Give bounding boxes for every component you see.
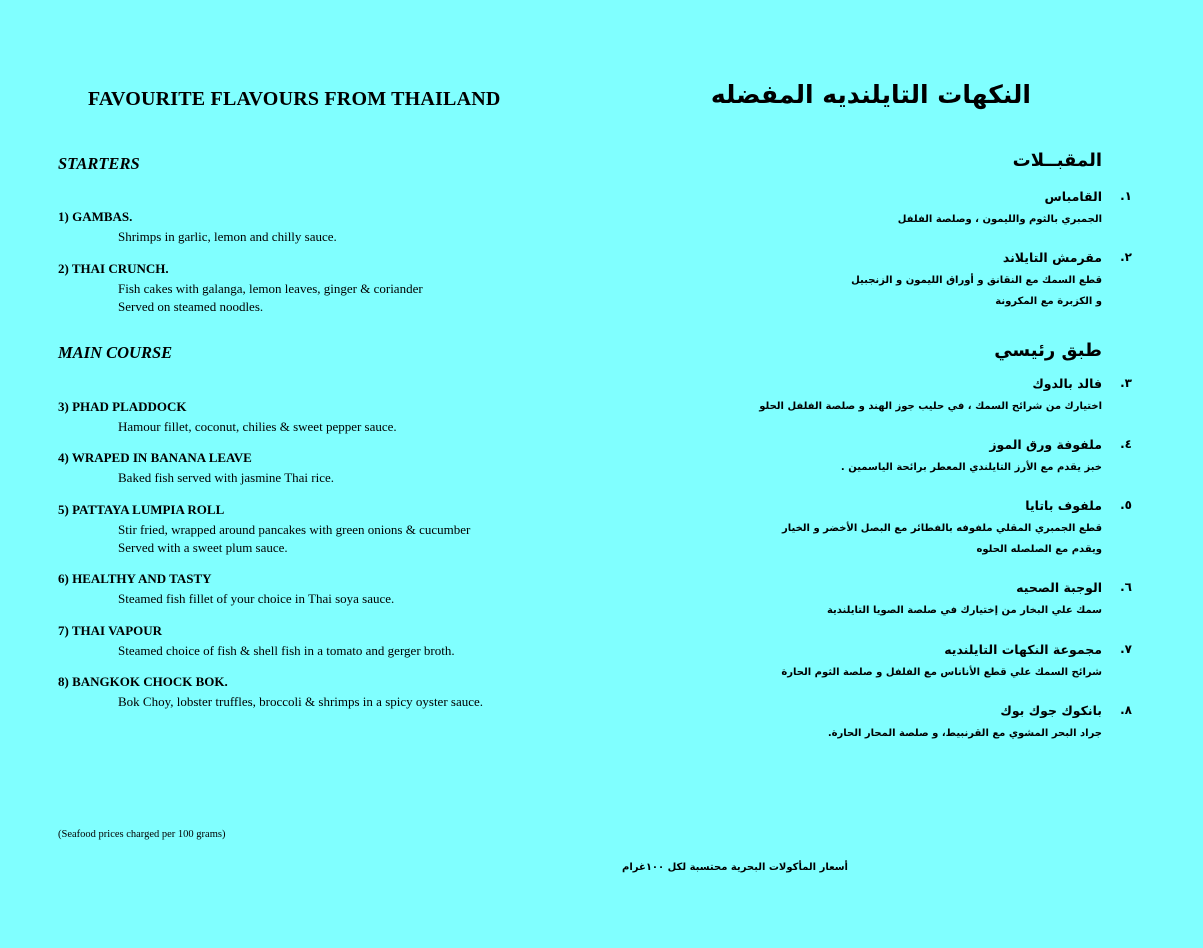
item-number: ١. xyxy=(1120,189,1132,203)
description-line: جراد البحر المشوي مع القرنبيط، و صلصة المحار الحارة. xyxy=(827,728,1102,739)
starters-heading-arabic: المقبــلات xyxy=(1012,150,1102,171)
menu-item-description xyxy=(58,280,423,315)
description-line: ويقدم مع الصلصله الحلوه xyxy=(976,544,1102,555)
menu-item-name: مجموعة النكهات التايلنديه xyxy=(944,642,1102,657)
description-line: قطع الجمبري المقلي ملفوفه بالفطائر مع البصل الأخضر و الخيار xyxy=(781,523,1102,534)
menu-item xyxy=(58,209,337,246)
menu-item-arabic xyxy=(582,376,1132,417)
menu-item-arabic xyxy=(582,642,1132,683)
menu-item-description xyxy=(582,518,1102,560)
description-line: Fish cakes with galanga, lemon leaves, ginger & coriander xyxy=(118,281,423,296)
item-number: ٧. xyxy=(1120,642,1132,656)
menu-item-name: ملفوفة ورق الموز xyxy=(989,437,1102,452)
menu-item-arabic xyxy=(582,703,1132,744)
description-line: خبز يقدم مع الأرز التايلندي المعطر برائحة الياسمين . xyxy=(840,462,1102,473)
menu-item-name: القامباس xyxy=(1044,189,1102,204)
menu-item-name: الوجبة الصحيه xyxy=(1016,580,1102,595)
description-line: Steamed choice of fish & shell fish in a tomato and gerger broth. xyxy=(118,643,455,658)
description-line: اختيارك من شرائح السمك ، في حليب جوز الهند و صلصة الفلفل الحلو xyxy=(759,401,1102,412)
description-line: Stir fried, wrapped around pancakes with green onions & cucumber xyxy=(118,522,471,537)
description-line: الجمبري بالثوم والليمون ، وصلصة الفلفل xyxy=(897,214,1102,225)
menu-item-name: ملفوف باتايا xyxy=(1025,498,1102,513)
description-line: Baked fish served with jasmine Thai rice. xyxy=(118,470,335,485)
menu-item-name: 3) PHAD PLADDOCK xyxy=(58,399,187,414)
menu-item xyxy=(58,674,483,711)
menu-item xyxy=(58,571,394,608)
description-line: Served on steamed noodles. xyxy=(118,298,264,314)
menu-item-name: 6) HEALTHY AND TASTY xyxy=(58,571,212,586)
item-number: ٢. xyxy=(1120,250,1132,264)
menu-item-arabic xyxy=(582,437,1132,478)
item-number: ٨. xyxy=(1120,703,1132,717)
menu-item-description xyxy=(58,642,455,660)
seafood-price-note-arabic: أسعار المأكولات البحرية محتسبة لكل ١٠٠غرام xyxy=(622,862,848,873)
menu-item-name: 2) THAI CRUNCH. xyxy=(58,261,169,276)
menu-item-description xyxy=(582,600,1102,621)
menu-item-name: بانكوك جوك بوك xyxy=(1000,703,1102,718)
menu-item-name: فالد بالدوك xyxy=(1032,376,1102,391)
menu-item-arabic xyxy=(582,250,1132,312)
menu-item-description xyxy=(582,662,1102,683)
menu-item-arabic xyxy=(582,580,1132,621)
menu-item xyxy=(58,623,455,660)
starters-heading: STARTERS xyxy=(58,154,140,173)
menu-item xyxy=(58,261,423,315)
menu-item-name: 7) THAI VAPOUR xyxy=(58,623,163,638)
menu-item-name: 8) BANGKOK CHOCK BOK. xyxy=(58,674,228,689)
item-number: ٦. xyxy=(1120,580,1132,594)
menu-item-arabic xyxy=(582,189,1132,230)
menu-item-description xyxy=(582,209,1102,230)
menu-item-description xyxy=(582,457,1102,478)
item-number: ٣. xyxy=(1120,376,1132,390)
page-title-english: FAVOURITE FLAVOURS FROM THAILAND xyxy=(88,88,501,110)
description-line: قطع السمك مع النقانق و أوراق الليمون و الزنجبيل xyxy=(851,275,1102,286)
main-course-heading-arabic: طبق رئيسي xyxy=(994,340,1102,361)
menu-item-arabic xyxy=(582,498,1132,560)
menu-item-description xyxy=(58,228,337,246)
description-line: Steamed fish fillet of your choice in Thai soya sauce. xyxy=(118,591,395,606)
menu-item-description xyxy=(582,270,1102,312)
menu-item-description xyxy=(58,693,483,711)
description-line: Served with a sweet plum sauce. xyxy=(118,539,288,555)
menu-item xyxy=(58,502,470,556)
menu-item-description xyxy=(582,723,1102,744)
menu-item-name: 4) WRAPED IN BANANA LEAVE xyxy=(58,450,252,465)
menu-item-description xyxy=(58,590,394,608)
menu-item-description xyxy=(58,469,334,487)
menu-item-description xyxy=(58,521,470,556)
seafood-price-note: (Seafood prices charged per 100 grams) xyxy=(58,829,226,840)
menu-item xyxy=(58,399,397,436)
main-course-heading: MAIN COURSE xyxy=(58,343,173,362)
item-number: ٤. xyxy=(1120,437,1132,451)
page-title-arabic: النكهات التايلنديه المفضله xyxy=(710,80,1031,109)
description-line: Shrimps in garlic, lemon and chilly sauce. xyxy=(118,229,337,244)
description-line: و الكزبرة مع المكرونة xyxy=(995,296,1102,307)
item-number: ٥. xyxy=(1120,498,1132,512)
description-line: سمك علي البخار من إختيارك في صلصة الصويا التايلندية xyxy=(826,605,1102,616)
menu-item-name: 5) PATTAYA LUMPIA ROLL xyxy=(58,502,225,517)
description-line: Hamour fillet, coconut, chilies & sweet pepper sauce. xyxy=(118,419,397,434)
menu-item-description xyxy=(582,396,1102,417)
menu-item-name: مقرمش التايلاند xyxy=(1002,250,1102,265)
menu-item-description xyxy=(58,418,397,436)
menu-item-name: 1) GAMBAS. xyxy=(58,209,133,224)
description-line: شرائح السمك علي قطع الأناناس مع الفلفل و صلصة الثوم الحارة xyxy=(781,667,1102,678)
menu-item xyxy=(58,450,334,487)
description-line: Bok Choy, lobster truffles, broccoli & shrimps in a spicy oyster sauce. xyxy=(118,694,484,709)
